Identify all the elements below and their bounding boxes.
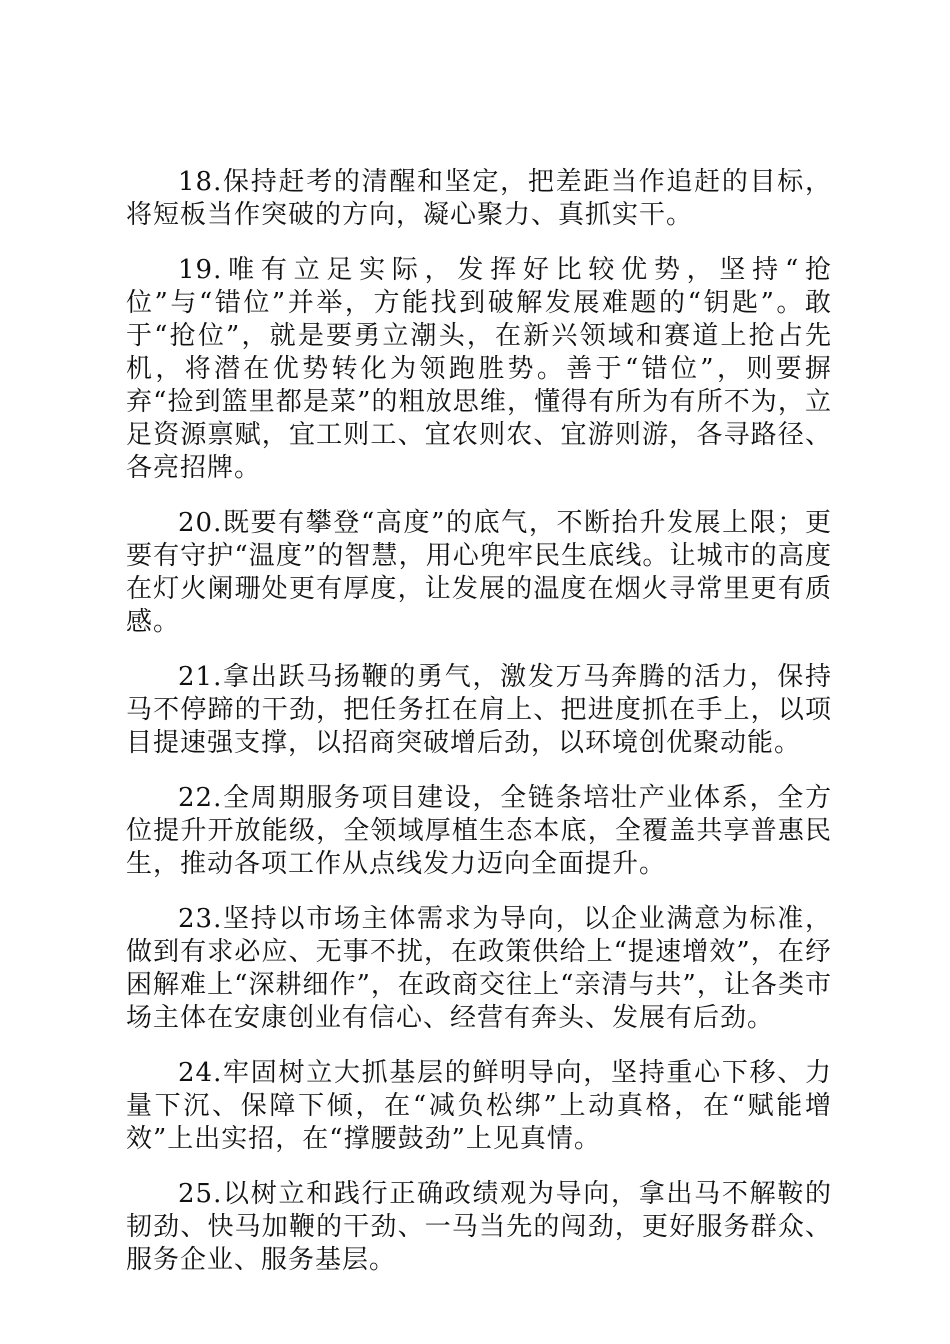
document-body bbox=[126, 166, 832, 1299]
paragraph-21: 21.拿出跃马扬鞭的勇气，激发万马奔腾的活力，保持马不停蹄的干劲，把任务扛在肩上、把进度抓在手上，以项目提速强支撑，以招商突破增后劲，以环境创优聚动能。 bbox=[126, 662, 832, 758]
paragraph-22: 22.全周期服务项目建设，全链条培壮产业体系，全方位提升开放能级，全领域厚植生态本底，全覆盖共享普惠民生，推动各项工作从点线发力迈向全面提升。 bbox=[126, 783, 832, 879]
paragraph-25: 25.以树立和践行正确政绩观为导向，拿出马不解鞍的韧劲、快马加鞭的干劲、一马当先的闯劲，更好服务群众、服务企业、服务基层。 bbox=[126, 1179, 832, 1275]
paragraph-23: 23.坚持以市场主体需求为导向，以企业满意为标准，做到有求必应、无事不扰，在政策供给上“提速增效”，在纾困解难上“深耕细作”，在政商交往上“亲清与共”，让各类市场主体在安康创业有信心、经营有奔头、发展有后劲。 bbox=[126, 904, 832, 1033]
paragraph-18: 18.保持赶考的清醒和坚定，把差距当作追赶的目标，将短板当作突破的方向，凝心聚力、真抓实干。 bbox=[126, 167, 832, 230]
paragraph-24: 24.牢固树立大抓基层的鲜明导向，坚持重心下移、力量下沉、保障下倾，在“减负松绑”上动真格，在“赋能增效”上出实招，在“撑腰鼓劲”上见真情。 bbox=[126, 1058, 832, 1154]
paragraph-19: 19.唯有立足实际，发挥好比较优势，坚持“抢位”与“错位”并举，方能找到破解发展难题的“钥匙”。敢于“抢位”，就是要勇立潮头，在新兴领域和赛道上抢占先机，将潜在优势转化为领跑胜势。善于“错位”，则要摒弃“捡到篮里都是菜”的粗放思维，懂得有所为有所不为，立足资源禀赋，宜工则工、宜农则农、宜游则游，各寻路径、各亮招牌。 bbox=[126, 255, 832, 483]
paragraph-20: 20.既要有攀登“高度”的底气，不断抬升发展上限；更要有守护“温度”的智慧，用心兜牢民生底线。让城市的高度在灯火阑珊处更有厚度，让发展的温度在烟火寻常里更有质感。 bbox=[126, 508, 832, 637]
